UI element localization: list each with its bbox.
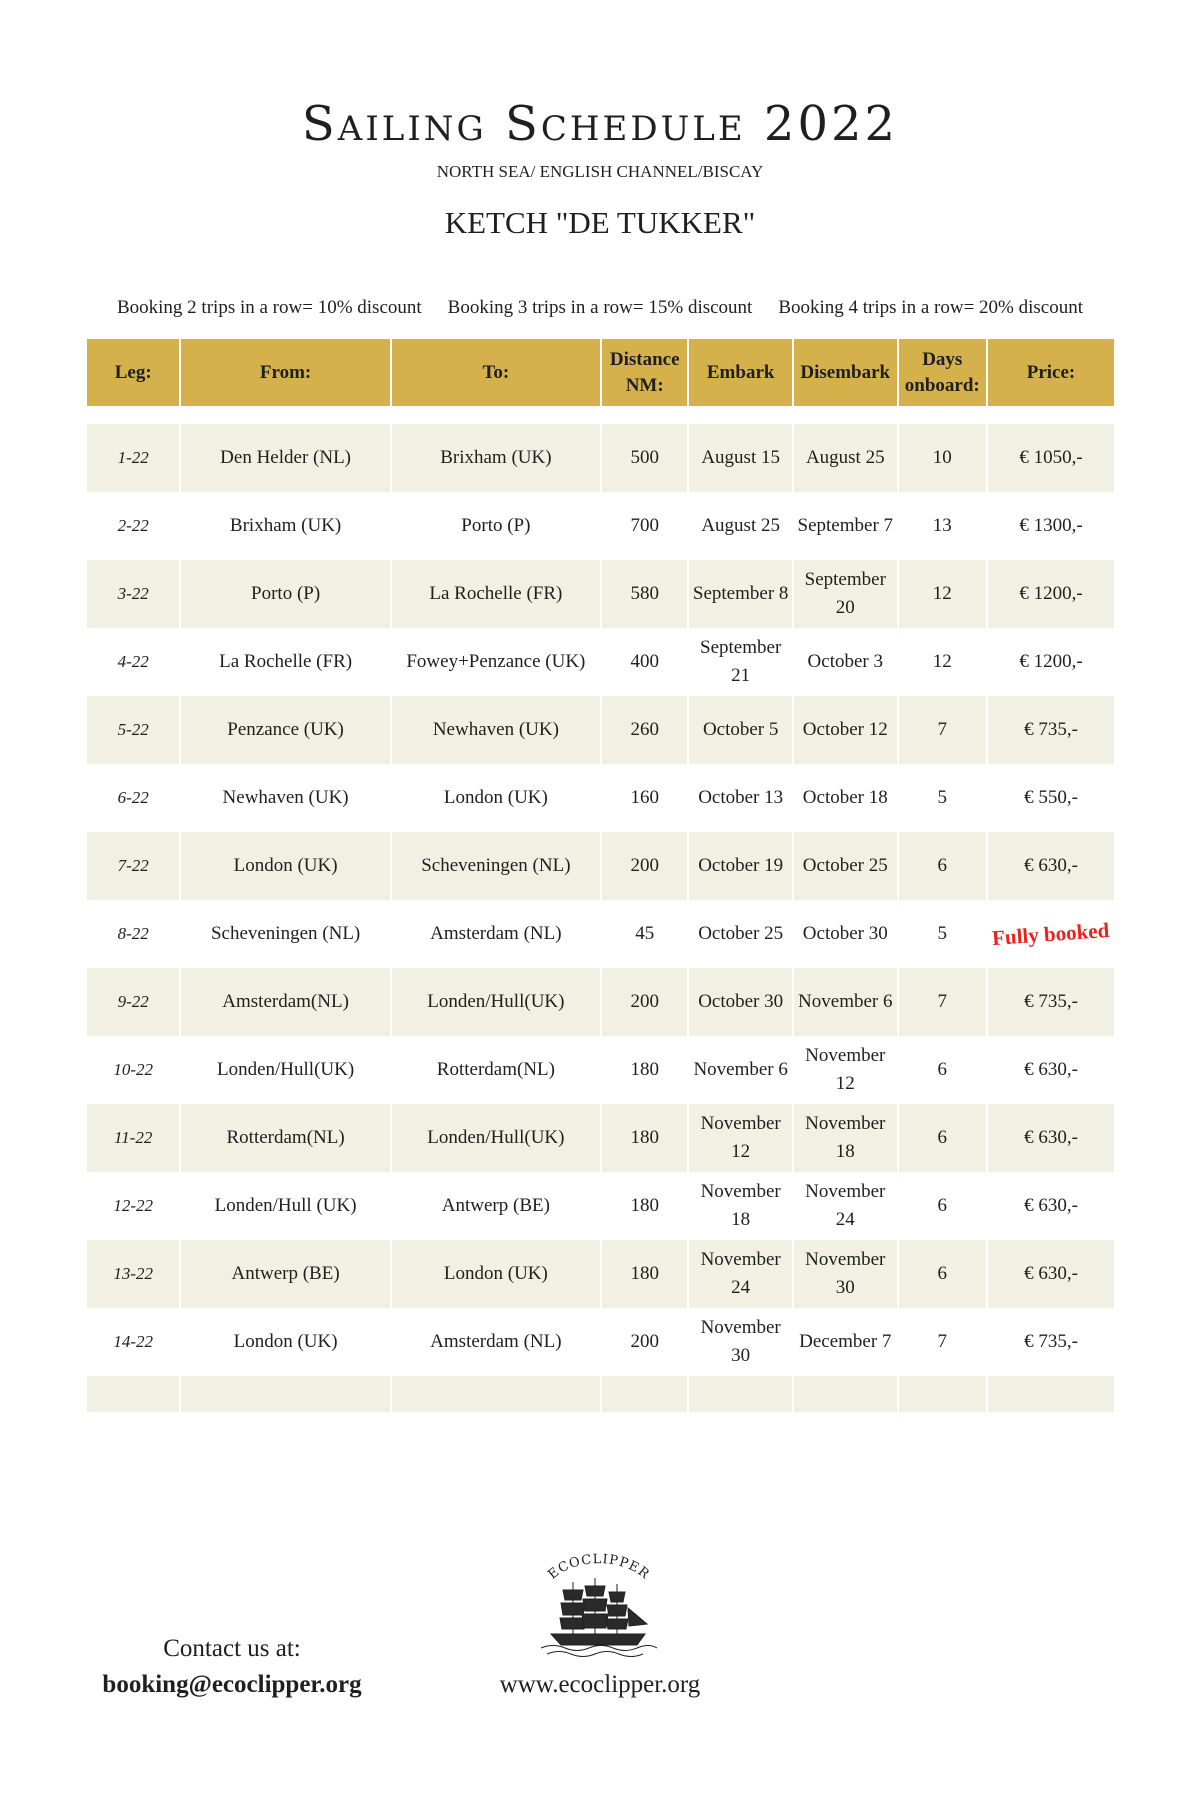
col-header-price: Price: [988,339,1114,406]
cell-days: 12 [899,560,986,628]
cell-distance: 180 [602,1036,687,1104]
table-row [87,832,1114,900]
cell-distance: 180 [602,1172,687,1240]
cell-embark: September 8 [689,560,792,628]
table-row [87,900,1114,968]
cell-from: Scheveningen (NL) [181,900,389,968]
cell-disembark: August 25 [794,424,897,492]
cell-price: € 630,- [988,1104,1114,1172]
cell-disembark: October 25 [794,832,897,900]
cell-embark: August 25 [689,492,792,560]
table-row [87,1308,1114,1376]
cell-disembark: November 6 [794,968,897,1036]
cell-leg: 9-22 [87,968,179,1036]
cell-distance: 200 [602,832,687,900]
table-row [87,968,1114,1036]
cell-leg: 11-22 [87,1104,179,1172]
cell-to: London (UK) [392,1240,600,1308]
cell-disembark: November 30 [794,1240,897,1308]
logo-text [546,1552,653,1583]
cell-days: 5 [899,764,986,832]
cell-to: Brixham (UK) [392,424,600,492]
cell-leg: 13-22 [87,1240,179,1308]
cell-to: Porto (P) [392,492,600,560]
cell-to: Rotterdam(NL) [392,1036,600,1104]
cell-from: Londen/Hull(UK) [181,1036,389,1104]
table-filler-row [87,1376,1114,1412]
cell-days: 12 [899,628,986,696]
cell-to: London (UK) [392,764,600,832]
cell-days: 6 [899,1104,986,1172]
cell-leg: 8-22 [87,900,179,968]
table-spacer [87,406,1114,424]
cell-disembark: October 12 [794,696,897,764]
cell-from: London (UK) [181,832,389,900]
cell-embark: November 24 [689,1240,792,1308]
cell-embark: August 15 [689,424,792,492]
cell-from: London (UK) [181,1308,389,1376]
cell-days: 6 [899,1036,986,1104]
cell-days: 6 [899,1240,986,1308]
table-row [87,1240,1114,1308]
empty-cell [87,1376,179,1412]
cell-embark: November 18 [689,1172,792,1240]
table-row [87,492,1114,560]
cell-distance: 700 [602,492,687,560]
cell-from: Porto (P) [181,560,389,628]
cell-embark: October 5 [689,696,792,764]
cell-disembark: November 18 [794,1104,897,1172]
cell-distance: 180 [602,1240,687,1308]
cell-disembark: September 7 [794,492,897,560]
cell-leg: 1-22 [87,424,179,492]
cell-leg: 12-22 [87,1172,179,1240]
cell-days: 6 [899,1172,986,1240]
cell-price: € 735,- [988,1308,1114,1376]
cell-to: Fowey+Penzance (UK) [392,628,600,696]
ecoclipper-logo [533,1548,663,1660]
table-row [87,764,1114,832]
cell-to: Antwerp (BE) [392,1172,600,1240]
cell-embark: October 30 [689,968,792,1036]
cell-from: Rotterdam(NL) [181,1104,389,1172]
cell-leg: 6-22 [87,764,179,832]
page-title: Sailing Schedule 2022 [301,96,899,152]
cell-leg: 7-22 [87,832,179,900]
col-header-from: From: [181,339,389,406]
cell-price: € 630,- [988,1240,1114,1308]
cell-disembark: December 7 [794,1308,897,1376]
cell-distance: 500 [602,424,687,492]
cell-price: € 735,- [988,968,1114,1036]
contact-label: Contact us at: [163,1635,301,1662]
empty-cell [689,1376,792,1412]
cell-distance: 400 [602,628,687,696]
cell-price: € 550,- [988,764,1114,832]
empty-cell [988,1376,1114,1412]
cell-distance: 200 [602,968,687,1036]
logo-text-path: ECOCLIPPER [545,1552,653,1583]
table-row [87,1104,1114,1172]
schedule-table [85,339,1116,1412]
cell-price: € 1200,- [988,560,1114,628]
cell-leg: 3-22 [87,560,179,628]
table-row [87,560,1114,628]
cell-disembark: October 30 [794,900,897,968]
col-header-embark: Embark [689,339,792,406]
cell-to: Amsterdam (NL) [392,900,600,968]
ship-name: KETCH "DE TUKKER" [444,205,756,240]
cell-leg: 5-22 [87,696,179,764]
table-row [87,1036,1114,1104]
cell-disembark: November 12 [794,1036,897,1104]
cell-embark: November 6 [689,1036,792,1104]
table-row [87,1172,1114,1240]
cell-embark: November 30 [689,1308,792,1376]
col-header-disembark: Disembark [794,339,897,406]
cell-from: Newhaven (UK) [181,764,389,832]
empty-cell [602,1376,687,1412]
cell-leg: 2-22 [87,492,179,560]
cell-days: 6 [899,832,986,900]
cell-leg: 14-22 [87,1308,179,1376]
col-header-distance: Distance NM: [602,339,687,406]
cell-disembark: September 20 [794,560,897,628]
cell-leg: 4-22 [87,628,179,696]
empty-cell [899,1376,986,1412]
cell-from: Amsterdam(NL) [181,968,389,1036]
website-link[interactable]: www.ecoclipper.org [499,1671,701,1698]
fully-booked-label [988,900,1114,968]
discount-info [0,297,1200,319]
cell-distance: 180 [602,1104,687,1172]
cell-from: Londen/Hull (UK) [181,1172,389,1240]
table-row [87,696,1114,764]
cell-days: 7 [899,968,986,1036]
cell-days: 7 [899,696,986,764]
cell-to: Londen/Hull(UK) [392,1104,600,1172]
empty-cell [392,1376,600,1412]
cell-from: Antwerp (BE) [181,1240,389,1308]
discount-4-trips: Booking 4 trips in a row= 20% discount [778,297,1083,318]
cell-days: 10 [899,424,986,492]
cell-price: € 735,- [988,696,1114,764]
discount-2-trips: Booking 2 trips in a row= 10% discount [116,297,422,318]
page-subtitle: NORTH SEA/ ENGLISH CHANNEL/BISCAY [436,162,764,181]
cell-disembark: October 18 [794,764,897,832]
cell-distance: 580 [602,560,687,628]
contact-email[interactable]: booking@ecoclipper.org [102,1671,362,1698]
cell-price: € 1050,- [988,424,1114,492]
cell-disembark: November 24 [794,1172,897,1240]
cell-embark: November 12 [689,1104,792,1172]
col-header-days: Days onboard: [899,339,986,406]
cell-leg: 10-22 [87,1036,179,1104]
cell-disembark: October 3 [794,628,897,696]
cell-from: La Rochelle (FR) [181,628,389,696]
cell-to: Amsterdam (NL) [392,1308,600,1376]
cell-from: Penzance (UK) [181,696,389,764]
cell-distance: 200 [602,1308,687,1376]
cell-days: 7 [899,1308,986,1376]
cell-to: Londen/Hull(UK) [392,968,600,1036]
discount-3-trips: Booking 3 trips in a row= 15% discount [447,297,753,318]
col-header-to: To: [392,339,600,406]
cell-days: 5 [899,900,986,968]
cell-embark: October 19 [689,832,792,900]
cell-to: La Rochelle (FR) [392,560,600,628]
cell-distance: 260 [602,696,687,764]
cell-price: € 1300,- [988,492,1114,560]
col-header-leg: Leg: [87,339,179,406]
cell-embark: October 25 [689,900,792,968]
cell-distance: 45 [602,900,687,968]
cell-days: 13 [899,492,986,560]
empty-cell [794,1376,897,1412]
cell-embark: October 13 [689,764,792,832]
cell-to: Newhaven (UK) [392,696,600,764]
cell-price: € 630,- [988,832,1114,900]
table-row [87,424,1114,492]
cell-price: € 630,- [988,1172,1114,1240]
cell-to: Scheveningen (NL) [392,832,600,900]
table-header-row [87,339,1114,406]
tall-ship-icon [541,1578,657,1657]
cell-distance: 160 [602,764,687,832]
cell-from: Den Helder (NL) [181,424,389,492]
empty-cell [181,1376,389,1412]
cell-from: Brixham (UK) [181,492,389,560]
fully-booked-text: Fully booked [991,917,1111,950]
cell-price: € 1200,- [988,628,1114,696]
table-row [87,628,1114,696]
cell-price: € 630,- [988,1036,1114,1104]
cell-embark: September 21 [689,628,792,696]
